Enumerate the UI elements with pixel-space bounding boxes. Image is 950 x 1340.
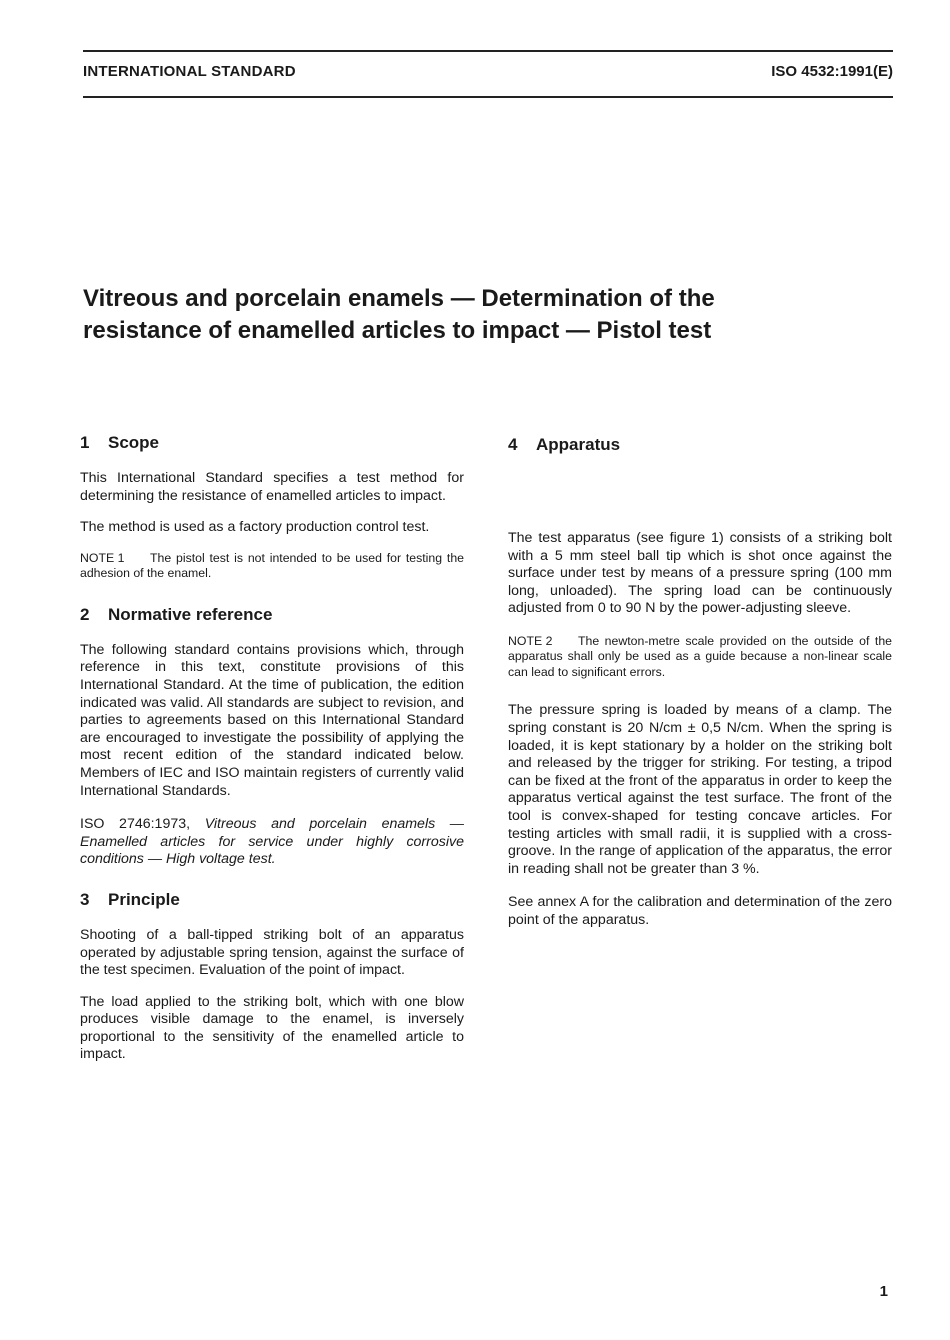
apparatus-paragraph-3: See annex A for the calibration and determination of the zero point of the apparatus. [508, 894, 892, 928]
note-2-text: The newton-metre scale provided on the outside of the apparatus shall only be used as a guide because a non-linear scale can lead to significant errors. [508, 633, 892, 679]
right-column [508, 432, 892, 930]
reference-code: ISO 2746:1973, [80, 816, 205, 833]
section-principle [80, 889, 464, 1064]
apparatus-number: 4 [508, 435, 518, 454]
title-line-1: Vitreous and porcelain enamels — Determination of the [83, 285, 715, 312]
apparatus-heading [508, 434, 892, 456]
note-1-text: The pistol test is not intended to be used for testing the adhesion of the enamel. [80, 550, 464, 581]
scope-paragraph-2: The method is used as a factory production control test. [80, 519, 430, 536]
apparatus-paragraph-1: The test apparatus (see figure 1) consists of a striking bolt with a 5 mm steel ball tip which is shot once against the surface under test by means of a pressure spring (100 mm long, unloaded). The spring load can be continuously adjusted from 0 to 90 N by the power-adjusting sleeve. [508, 530, 892, 617]
document-type-label: INTERNATIONAL STANDARD [83, 63, 296, 80]
normative-paragraph: The following standard contains provisions which, through reference in this text, constitute provisions of this International Standard. At the time of publication, the edition indicated was valid. All standards are subject to revision, and parties to agreements based on this International Standard are encouraged to investigate the possibility of applying the most recent edition of the standard indicated below. Members of IEC and ISO maintain registers of currently valid International Standards. [80, 641, 464, 799]
note-2-label: NOTE 2 [508, 633, 553, 648]
section-apparatus [508, 434, 892, 930]
apparatus-title: Apparatus [536, 435, 621, 454]
principle-paragraph-1: Shooting of a ball-tipped striking bolt of an apparatus operated by adjustable spring tension, against the surface of the test specimen. Evaluation of the point of impact. [80, 926, 464, 979]
normative-title: Normative reference [108, 604, 273, 624]
normative-heading [80, 604, 464, 626]
section-normative-reference [80, 604, 464, 869]
left-column [80, 432, 464, 1064]
page-number: 1 [879, 1283, 888, 1300]
document-title [83, 283, 883, 347]
standard-number: ISO 4532:1991(E) [771, 63, 893, 80]
header-bottom-rule [83, 96, 893, 98]
scope-paragraph-1: This International Standard specifies a test method for determining the resistance of enamelled articles to impact. [80, 470, 464, 504]
normative-number: 2 [80, 604, 90, 624]
principle-heading [80, 889, 464, 911]
principle-number: 3 [80, 889, 90, 909]
principle-title: Principle [108, 889, 180, 909]
scope-title: Scope [108, 433, 160, 452]
reference-title: Vitreous and porcelain enamels — Enamelled articles for service under highly corrosive conditions — High voltage test. [80, 816, 464, 868]
scope-number: 1 [80, 433, 90, 452]
normative-reference-entry [80, 816, 464, 869]
apparatus-paragraph-2: The pressure spring is loaded by means of a clamp. The spring constant is 20 N/cm ± 0,5 N/cm. When the spring is loaded, it is kept stationary by a holder on the striking bolt and released by the trigger for striking. For testing, a tripod can be fixed at the front of the apparatus in order to keep the apparatus vertical against the test surface. The front of the tool is convex-shaped for testing concave articles. For testing articles with small radii, it is supplied with a cross-groove. In the range of application of the apparatus, the error in reading shall not be greater than 3 %. [508, 702, 892, 877]
note-2 [508, 634, 892, 681]
header-top-rule [83, 50, 893, 52]
section-scope [80, 432, 464, 582]
note-1-label: NOTE 1 [80, 550, 125, 565]
title-line-2: resistance of enamelled articles to impact — Pistol test [83, 317, 712, 344]
principle-paragraph-2: The load applied to the striking bolt, which with one blow produces visible damage to the enamel, is inversely proportional to the sensitivity of the enamelled article to impact. [80, 993, 464, 1063]
scope-heading [80, 432, 464, 454]
note-1 [80, 551, 464, 582]
